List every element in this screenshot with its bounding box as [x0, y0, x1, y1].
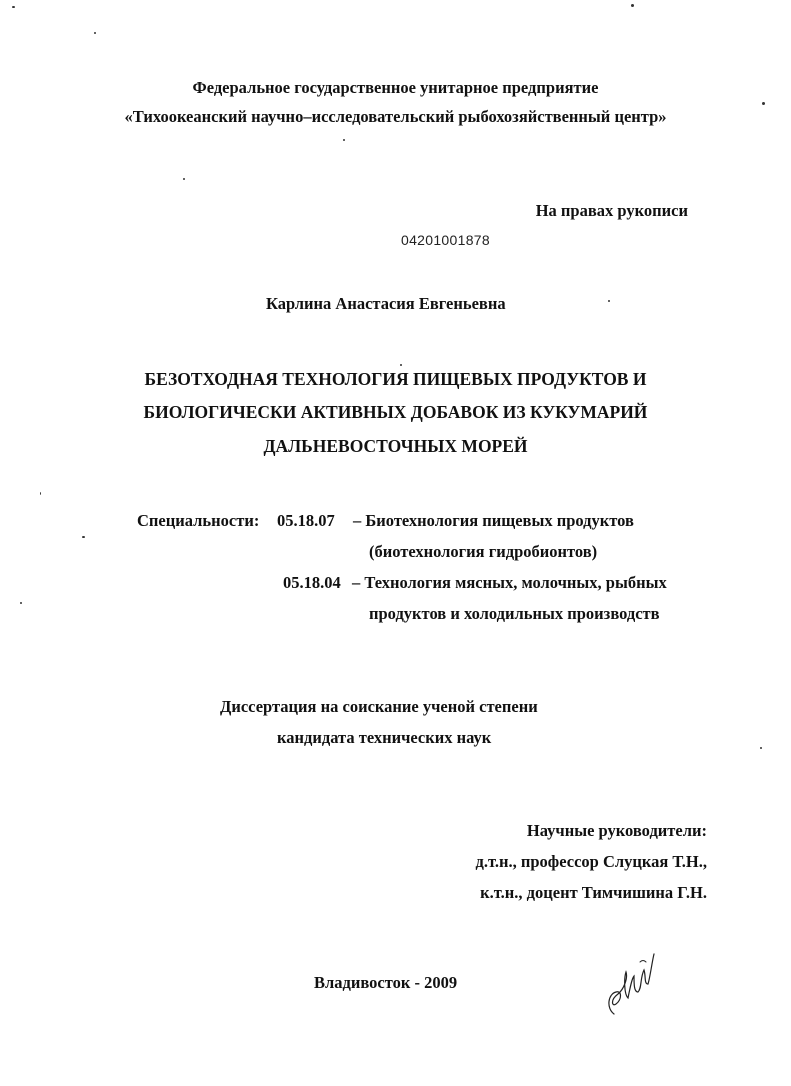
dissertation-line-1: Диссертация на соискание ученой степени: [220, 697, 538, 716]
scan-speck: [760, 747, 762, 749]
city-year: Владивосток - 2009: [314, 973, 458, 992]
title-line-2: БИОЛОГИЧЕСКИ АКТИВНЫХ ДОБАВОК ИЗ КУКУМАРИЙ: [143, 402, 648, 422]
scan-speck: [20, 602, 22, 604]
specialty-2-code: 05.18.04: [283, 573, 341, 592]
organization-line-2: «Тихоокеанский научно–исследовательский рыбохозяйственный центр»: [124, 107, 667, 126]
scan-speck: [400, 364, 402, 366]
specialty-2-name: – Технология мясных, молочных, рыбных: [352, 573, 667, 592]
author-name: Карлина Анастасия Евгеньевна: [266, 294, 506, 313]
specialty-1-code: 05.18.07: [277, 511, 335, 530]
archive-number: 04201001878: [401, 232, 490, 248]
dissertation-line-2: кандидата технических наук: [277, 728, 492, 747]
scan-speck: [40, 492, 41, 495]
supervisor-2: к.т.н., доцент Тимчишина Г.Н.: [480, 883, 707, 902]
scan-speck: [12, 6, 15, 8]
scan-speck: [82, 536, 85, 538]
handwritten-signature: [600, 948, 660, 1023]
specialty-2-subname: продуктов и холодильных производств: [369, 604, 660, 623]
manuscript-rights: На правах рукописи: [535, 201, 688, 220]
scan-speck: [94, 32, 96, 34]
title-line-3: ДАЛЬНЕВОСТОЧНЫХ МОРЕЙ: [263, 436, 528, 456]
title-line-1: БЕЗОТХОДНАЯ ТЕХНОЛОГИЯ ПИЩЕВЫХ ПРОДУКТОВ И: [144, 369, 647, 389]
scan-speck: [608, 300, 610, 302]
supervisor-1: д.т.н., профессор Слуцкая Т.Н.,: [475, 852, 707, 871]
specialty-1-name: – Биотехнология пищевых продуктов: [353, 511, 634, 530]
supervisors-heading: Научные руководители:: [526, 821, 707, 840]
specialty-1-subname: (биотехнология гидробионтов): [369, 542, 598, 561]
scan-speck: [762, 102, 765, 105]
specialties-label: Специальности:: [137, 511, 260, 530]
scan-speck: [183, 178, 185, 180]
organization-line-1: Федеральное государственное унитарное предприятие: [192, 78, 599, 97]
scan-speck: [631, 4, 634, 7]
scan-speck: [343, 139, 345, 141]
